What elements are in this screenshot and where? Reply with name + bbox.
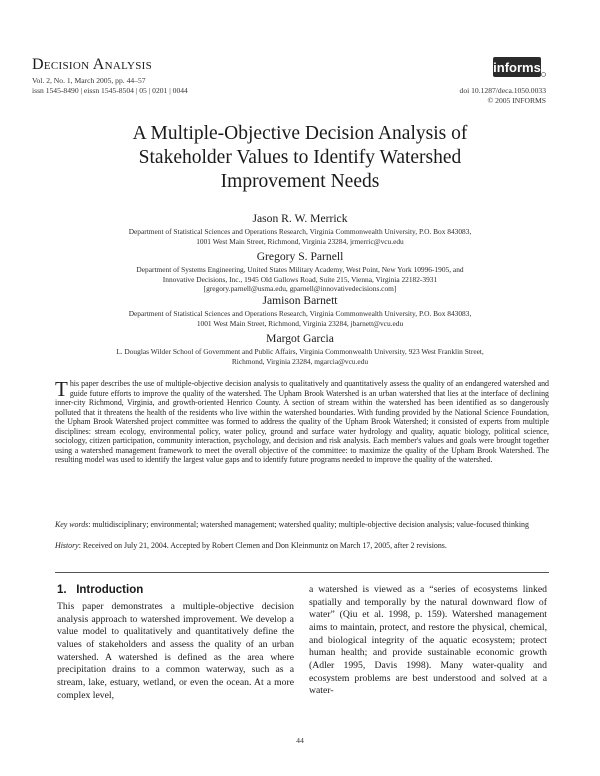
author-name: Gregory S. Parnell [256,250,344,263]
body-column-left: This paper demonstrates a multiple-objective decision analysis approach to watershed improvement. We develop a value model to qualitatively and quantitatively define the values of stakeholders and assess the quality of an urban watershed. A watershed is defined as the area where precipitation drains to a common waterway, such as a stream, lake, estuary, wetland, or even the ocean. At a more complex level, [57,601,294,701]
keywords-text: : multidisciplinary; environmental; watershed management; watershed quality; multiple-objective decision analysis; value-focused thinking [88,520,529,529]
keywords-label: Key words [55,520,89,529]
logo-text: informs [493,60,541,75]
author-name: Margot Garcia [266,332,334,345]
author-name: Jason R. W. Merrick [252,212,348,225]
author-affiliation: Department of Systems Engineering, United States Military Academy, West Point, New York 10996-1905, and Innovative Decisions, Inc., 1945 Old Gallows Road, Suite 215, Vienna, Virginia 22182-3931 [gregory.parnell@usma.edu, gparnell@innovativedecisions.com] [136,265,464,294]
journal-volume-info [32,76,188,96]
history-text: : Received on July 21, 2004. Accepted by Robert Clemen and Don Kleinmuntz on March 17, 2005, after 2 revisions. [78,541,447,550]
doi-block [460,86,546,106]
doi-line: doi 10.1287/deca.1050.0033 [459,86,546,95]
section-heading [57,584,143,596]
abstract-drop-cap: T [55,377,68,401]
volume-line: Vol. 2, No. 1, March 2005, pp. 44–57 [32,76,146,85]
title-line-1: A Multiple-Objective Decision Analysis of [132,123,468,144]
author-affiliation: L. Douglas Wilder School of Government and Public Affairs, Virginia Commonwealth University, 923 West Franklin Street, Richmond, Virginia 23284, mgarcia@vcu.edu [116,347,484,366]
title-line-3: Improvement Needs [220,171,380,192]
author-name: Jamison Barnett [262,294,338,307]
history [55,541,549,551]
copyright-line: © 2005 INFORMS [487,96,546,105]
author-affiliation: Department of Statistical Sciences and Operations Research, Virginia Commonwealth University, P.O. Box 843083, 1001 West Main Street, Richmond, Virginia 23284, jbarnett@vcu.edu [128,309,472,328]
section-number: 1. [57,584,67,596]
journal-title: Decision Analysis [32,56,153,73]
history-label: History [55,541,79,550]
issn-line: issn 1545-8490 | eissn 1545-8504 | 05 | 0201 | 0044 [32,86,188,95]
article-title [70,122,530,194]
informs-logo [493,57,546,78]
body-column-right: a watershed is viewed as a “series of ecosystems linked spatially and temporally by the natural downward flow of water” (Qiu et al. 1998, p. 159). Watershed management aims to maintain, protect, and restore the physical, chemical, and biological integrity of the aquatic ecosystem; protect human health; and provide sustainable economic growth (Adler 1995, Davis 1998). Many water-quality and ecosystem problems are best understood and solved at a water- [309,584,547,697]
author-affiliation: Department of Statistical Sciences and Operations Research, Virginia Commonwealth University, P.O. Box 843083, 1001 West Main Street, Richmond, Virginia 23284, jrmerric@vcu.edu [128,227,472,246]
keywords [55,520,549,530]
section-title: Introduction [76,584,144,596]
abstract-text: his paper describes the use of multiple-objective decision analysis to qualitatively and quantitatively assess the quality of an endangered watershed and guide future efforts to improve the quality of the watershed. The Upham Brook Watershed is an urban watershed that lies at the interface of declining inner-city Richmond, Virginia, and growth-oriented Henrico County. A section of stream within the watershed has been identified as so dangerously polluted that it threatens the health of the residents who live within the watershed boundaries. With funding provided by the National Science Foundation, the Upham Brook Watershed project committee was formed to address the quality of the Upham Brook Watershed; it consisted of experts from multiple disciplines: stream ecology, environmental policy, water policy, ground and surface water hydrology and quality, aquatic biology, political science, sociology, citizen participation, community interaction, psychology, and decision and risk analysis. Each member's values and goals were brought together using a watershed management framework to meet the overall objective of the committee: to maximize the quality of the Upham Brook Watershed. The resulting model was used to identify the largest value gaps and to identify future programs needed to improve the quality of the watershed. [55,379,549,465]
title-line-2: Stakeholder Values to Identify Watershed [138,147,462,168]
abstract [55,379,549,465]
section-divider [55,572,549,573]
page-number: 44 [296,736,304,745]
